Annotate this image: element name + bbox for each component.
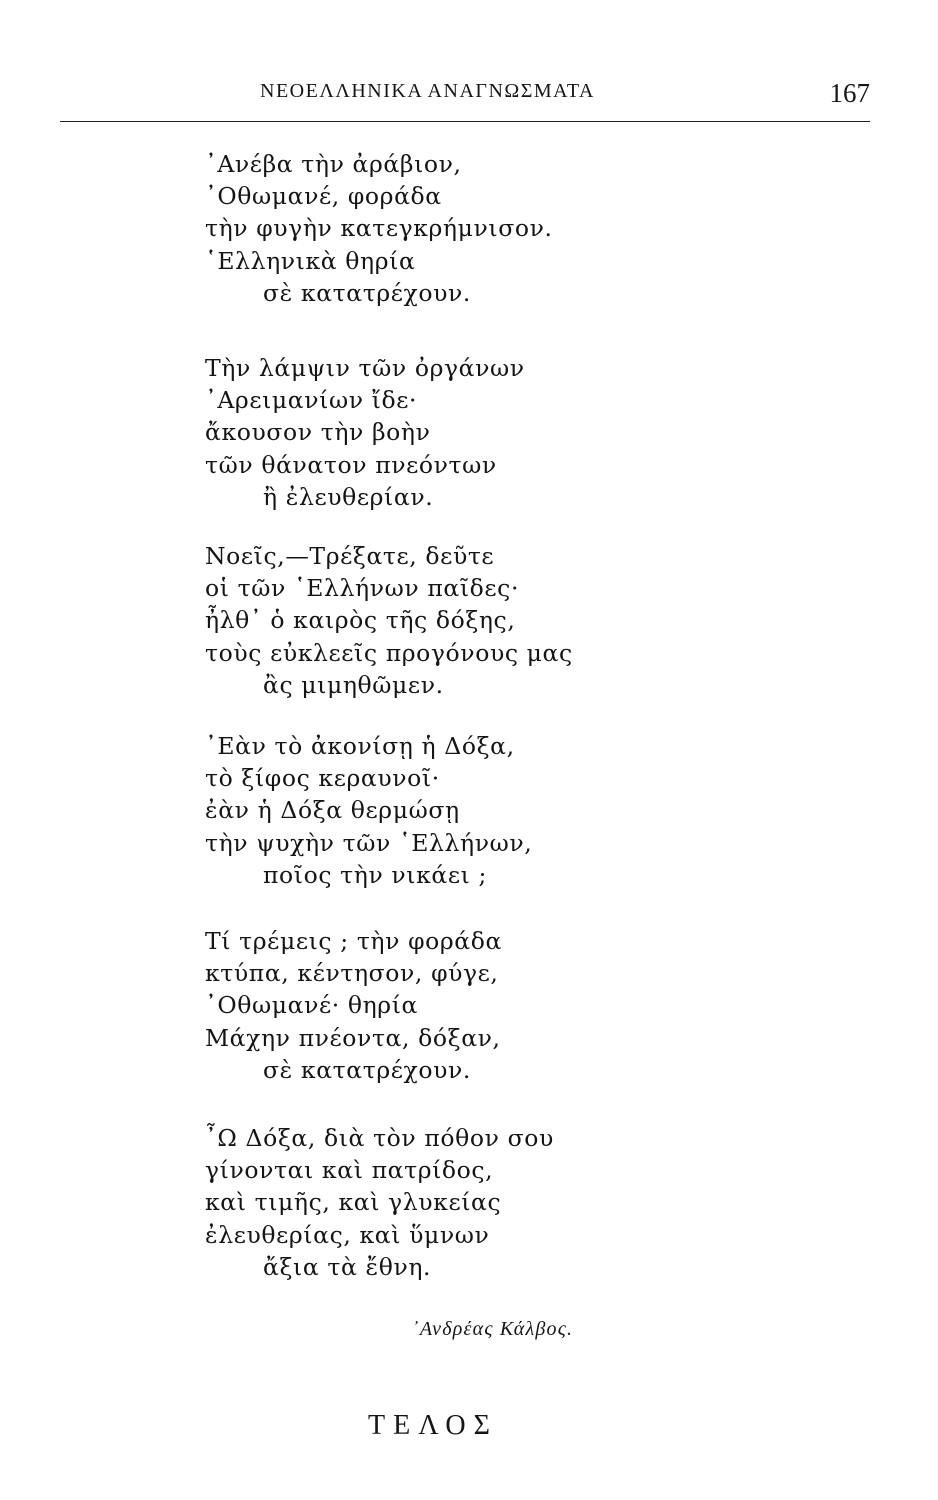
author-signature: ᾿Ανδρέας Κάλβος. [412,1318,574,1340]
verse-line: τὴν φυγὴν κατεγκρήμνισον. [205,214,553,243]
verse-line: ἦλθ᾿ ὁ καιρὸς τῆς δόξης, [205,606,516,635]
stanza [205,730,765,891]
stanza [205,540,765,701]
verse-line: ποῖος τὴν νικάει ; [263,860,488,889]
verse-line: ἂς μιμηθῶμεν. [263,670,444,699]
verse-line: ῾Ελληνικὰ θηρία [205,246,416,275]
stanza [205,1122,765,1283]
running-title: ΝΕΟΕΛΛΗΝΙΚΑ ΑΝΑΓΝΩΣΜΑΤΑ [260,80,595,102]
verse-line: ᾿Οθωμανέ· θηρία [205,991,418,1020]
page-header [60,78,870,118]
verse-line: γίνονται καὶ πατρίδος, [205,1156,494,1185]
verse-line: ἐὰν ἡ Δόξα θερμώσῃ [205,796,460,825]
verse-line: τοὺς εὐκλεεῖς προγόνους μας [205,638,573,667]
end-mark: ΤΕΛΟΣ [368,1410,498,1441]
verse-line: σὲ κατατρέχουν. [263,278,471,307]
verse-line: κτύπα, κέντησον, φύγε, [205,959,499,988]
verse-line: σὲ κατατρέχουν. [263,1055,471,1084]
verse-line: Τί τρέμεις ; τὴν φοράδα [205,927,502,955]
verse-line: ᾿Αρειμανίων ἴδε· [205,386,418,415]
page-number: 167 [829,78,870,108]
verse-line: ἢ ἐλευθερίαν. [263,482,434,511]
verse-line: Τὴν λάμψιν τῶν ὀργάνων [205,354,525,382]
header-rule [60,121,870,122]
verse-line: ᾿Ανέβα τὴν ἀράβιον, [205,150,462,178]
verse-line: οἱ τῶν ῾Ελλήνων παῖδες· [205,574,520,603]
verse-line: τὸ ξίφος κεραυνοῖ· [205,764,440,793]
stanza [205,148,765,309]
verse-line: τῶν θάνατον πνεόντων [205,450,497,479]
verse-line: ἄξια τὰ ἔθνη. [263,1252,432,1281]
stanza [205,352,765,513]
verse-line: καὶ τιμῆς, καὶ γλυκείας [205,1188,502,1217]
verse-line: ἐλευθερίας, καὶ ὕμνων [205,1220,490,1249]
verse-line: Μάχην πνέοντα, δόξαν, [205,1023,501,1052]
verse-line: τὴν ψυχὴν τῶν ῾Ελλήνων, [205,828,533,857]
verse-line: ῏Ω Δόξα, διὰ τὸν πόθον σου [205,1124,554,1152]
stanza [205,925,765,1086]
verse-line: ᾿Οθωμανέ, φοράδα [205,182,442,211]
verse-line: Νοεῖς,—Τρέξατε, δεῦτε [205,542,495,570]
verse-line: ᾿Εὰν τὸ ἀκονίσῃ ἡ Δόξα, [205,732,515,760]
verse-line: ἄκουσον τὴν βοὴν [205,418,431,447]
